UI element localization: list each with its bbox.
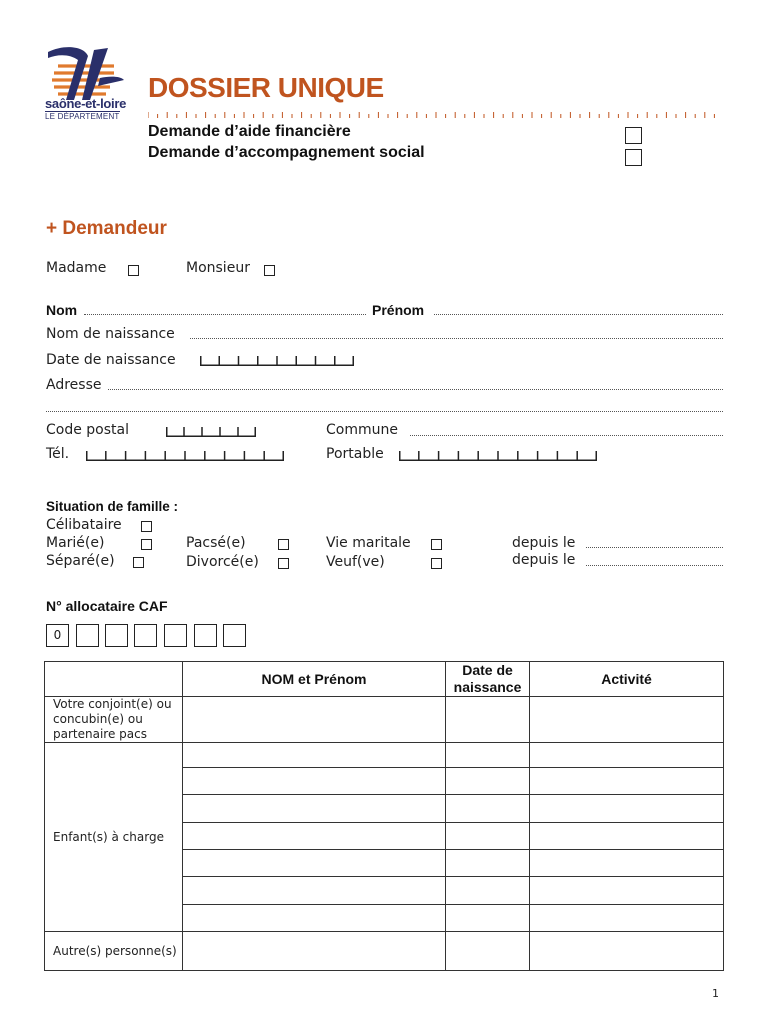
header-nom-prenom: NOM et Prénom — [183, 662, 446, 697]
other-activity-cell[interactable] — [530, 932, 724, 971]
child-activity-cell[interactable] — [530, 850, 724, 877]
caf-digit-3[interactable] — [105, 624, 128, 647]
conjoint-line3: partenaire pacs — [53, 727, 147, 741]
commune-field[interactable] — [410, 435, 723, 436]
caf-digit-4[interactable] — [134, 624, 157, 647]
table-row — [45, 932, 724, 971]
header-empty — [45, 662, 183, 697]
header-date-line2: naissance — [453, 679, 522, 695]
child-name-cell[interactable] — [183, 905, 446, 932]
situation-title: Situation de famille : — [46, 499, 179, 514]
child-name-cell[interactable] — [183, 743, 446, 768]
child-activity-cell[interactable] — [530, 768, 724, 795]
madame-checkbox[interactable] — [128, 265, 139, 276]
child-activity-cell[interactable] — [530, 905, 724, 932]
commune-label: Commune — [326, 422, 398, 438]
child-date-cell[interactable] — [446, 905, 530, 932]
table-header-row — [45, 662, 724, 697]
child-activity-cell[interactable] — [530, 823, 724, 850]
tel-label: Tél. — [46, 446, 70, 462]
tel-comb[interactable] — [86, 451, 284, 461]
caf-digit-2[interactable] — [76, 624, 99, 647]
veuf-label: Veuf(ve) — [326, 554, 385, 570]
celibataire-label: Célibataire — [46, 517, 122, 533]
portable-label: Portable — [326, 446, 384, 462]
divorce-checkbox[interactable] — [278, 558, 289, 569]
nom-naissance-label: Nom de naissance — [46, 326, 175, 342]
code-postal-label: Code postal — [46, 422, 129, 438]
date-naissance-comb[interactable] — [200, 356, 354, 366]
nom-label: Nom — [46, 302, 78, 318]
pacse-checkbox[interactable] — [278, 539, 289, 550]
row-label-enfants: Enfant(s) à charge — [45, 743, 183, 932]
caf-digit-1[interactable]: 0 — [46, 624, 69, 647]
madame-label: Madame — [46, 260, 107, 276]
row-label-conjoint — [45, 697, 183, 743]
caf-digit-5[interactable] — [164, 624, 187, 647]
document-title: DOSSIER UNIQUE — [148, 72, 384, 103]
header-date-line1: Date de — [462, 662, 513, 678]
other-date-cell[interactable] — [446, 932, 530, 971]
table-row — [45, 743, 724, 768]
adresse-label: Adresse — [46, 377, 102, 393]
conjoint-name-cell[interactable] — [183, 697, 446, 743]
section-demandeur: + Demandeur — [46, 218, 167, 239]
header-activite: Activité — [530, 662, 724, 697]
portable-comb[interactable] — [399, 451, 597, 461]
child-date-cell[interactable] — [446, 768, 530, 795]
child-name-cell[interactable] — [183, 877, 446, 905]
child-name-cell[interactable] — [183, 823, 446, 850]
depuis-label-2: depuis le — [512, 552, 576, 568]
prenom-field[interactable] — [434, 314, 723, 315]
celibataire-checkbox[interactable] — [141, 521, 152, 532]
marie-label: Marié(e) — [46, 535, 105, 551]
header-date-naissance — [446, 662, 530, 697]
separe-label: Séparé(e) — [46, 553, 115, 569]
date-naissance-label: Date de naissance — [46, 352, 176, 368]
child-date-cell[interactable] — [446, 823, 530, 850]
request-social-support-checkbox[interactable] — [625, 149, 642, 166]
child-date-cell[interactable] — [446, 743, 530, 768]
nom-naissance-field[interactable] — [190, 338, 723, 339]
conjoint-date-cell[interactable] — [446, 697, 530, 743]
caf-digit-7[interactable] — [223, 624, 246, 647]
other-name-cell[interactable] — [183, 932, 446, 971]
logo-subtitle: LE DÉPARTEMENT — [45, 112, 120, 121]
child-date-cell[interactable] — [446, 795, 530, 823]
prenom-label: Prénom — [372, 302, 425, 318]
child-name-cell[interactable] — [183, 795, 446, 823]
child-name-cell[interactable] — [183, 850, 446, 877]
caf-digit-6[interactable] — [194, 624, 217, 647]
child-activity-cell[interactable] — [530, 743, 724, 768]
depuis-label-1: depuis le — [512, 535, 576, 551]
child-date-cell[interactable] — [446, 850, 530, 877]
vie-maritale-checkbox[interactable] — [431, 539, 442, 550]
child-date-cell[interactable] — [446, 877, 530, 905]
table-row — [45, 697, 724, 743]
monsieur-label: Monsieur — [186, 260, 250, 276]
request-social-support: Demande d’accompagnement social — [148, 144, 425, 161]
household-table — [44, 661, 724, 971]
vie-maritale-label: Vie maritale — [326, 535, 411, 551]
depuis-field-2[interactable] — [586, 565, 723, 566]
row-label-autres: Autre(s) personne(s) — [45, 932, 183, 971]
logo-name: saône-et-loire — [45, 96, 127, 111]
child-activity-cell[interactable] — [530, 795, 724, 823]
code-postal-comb[interactable] — [166, 427, 256, 437]
child-activity-cell[interactable] — [530, 877, 724, 905]
divorce-label: Divorcé(e) — [186, 554, 259, 570]
conjoint-activity-cell[interactable] — [530, 697, 724, 743]
title-ruler — [148, 111, 724, 119]
separe-checkbox[interactable] — [133, 557, 144, 568]
page-number: 1 — [712, 987, 719, 1000]
caf-label: N° allocataire CAF — [46, 598, 168, 614]
adresse-field-line2[interactable] — [46, 411, 723, 412]
request-financial-aid-checkbox[interactable] — [625, 127, 642, 144]
monsieur-checkbox[interactable] — [264, 265, 275, 276]
adresse-field-line1[interactable] — [108, 389, 723, 390]
marie-checkbox[interactable] — [141, 539, 152, 550]
child-name-cell[interactable] — [183, 768, 446, 795]
depuis-field-1[interactable] — [586, 547, 723, 548]
pacse-label: Pacsé(e) — [186, 535, 246, 551]
conjoint-line1: Votre conjoint(e) ou — [53, 697, 172, 711]
request-financial-aid: Demande d’aide financière — [148, 123, 351, 140]
conjoint-line2: concubin(e) ou — [53, 712, 143, 726]
nom-field[interactable] — [84, 314, 366, 315]
veuf-checkbox[interactable] — [431, 558, 442, 569]
